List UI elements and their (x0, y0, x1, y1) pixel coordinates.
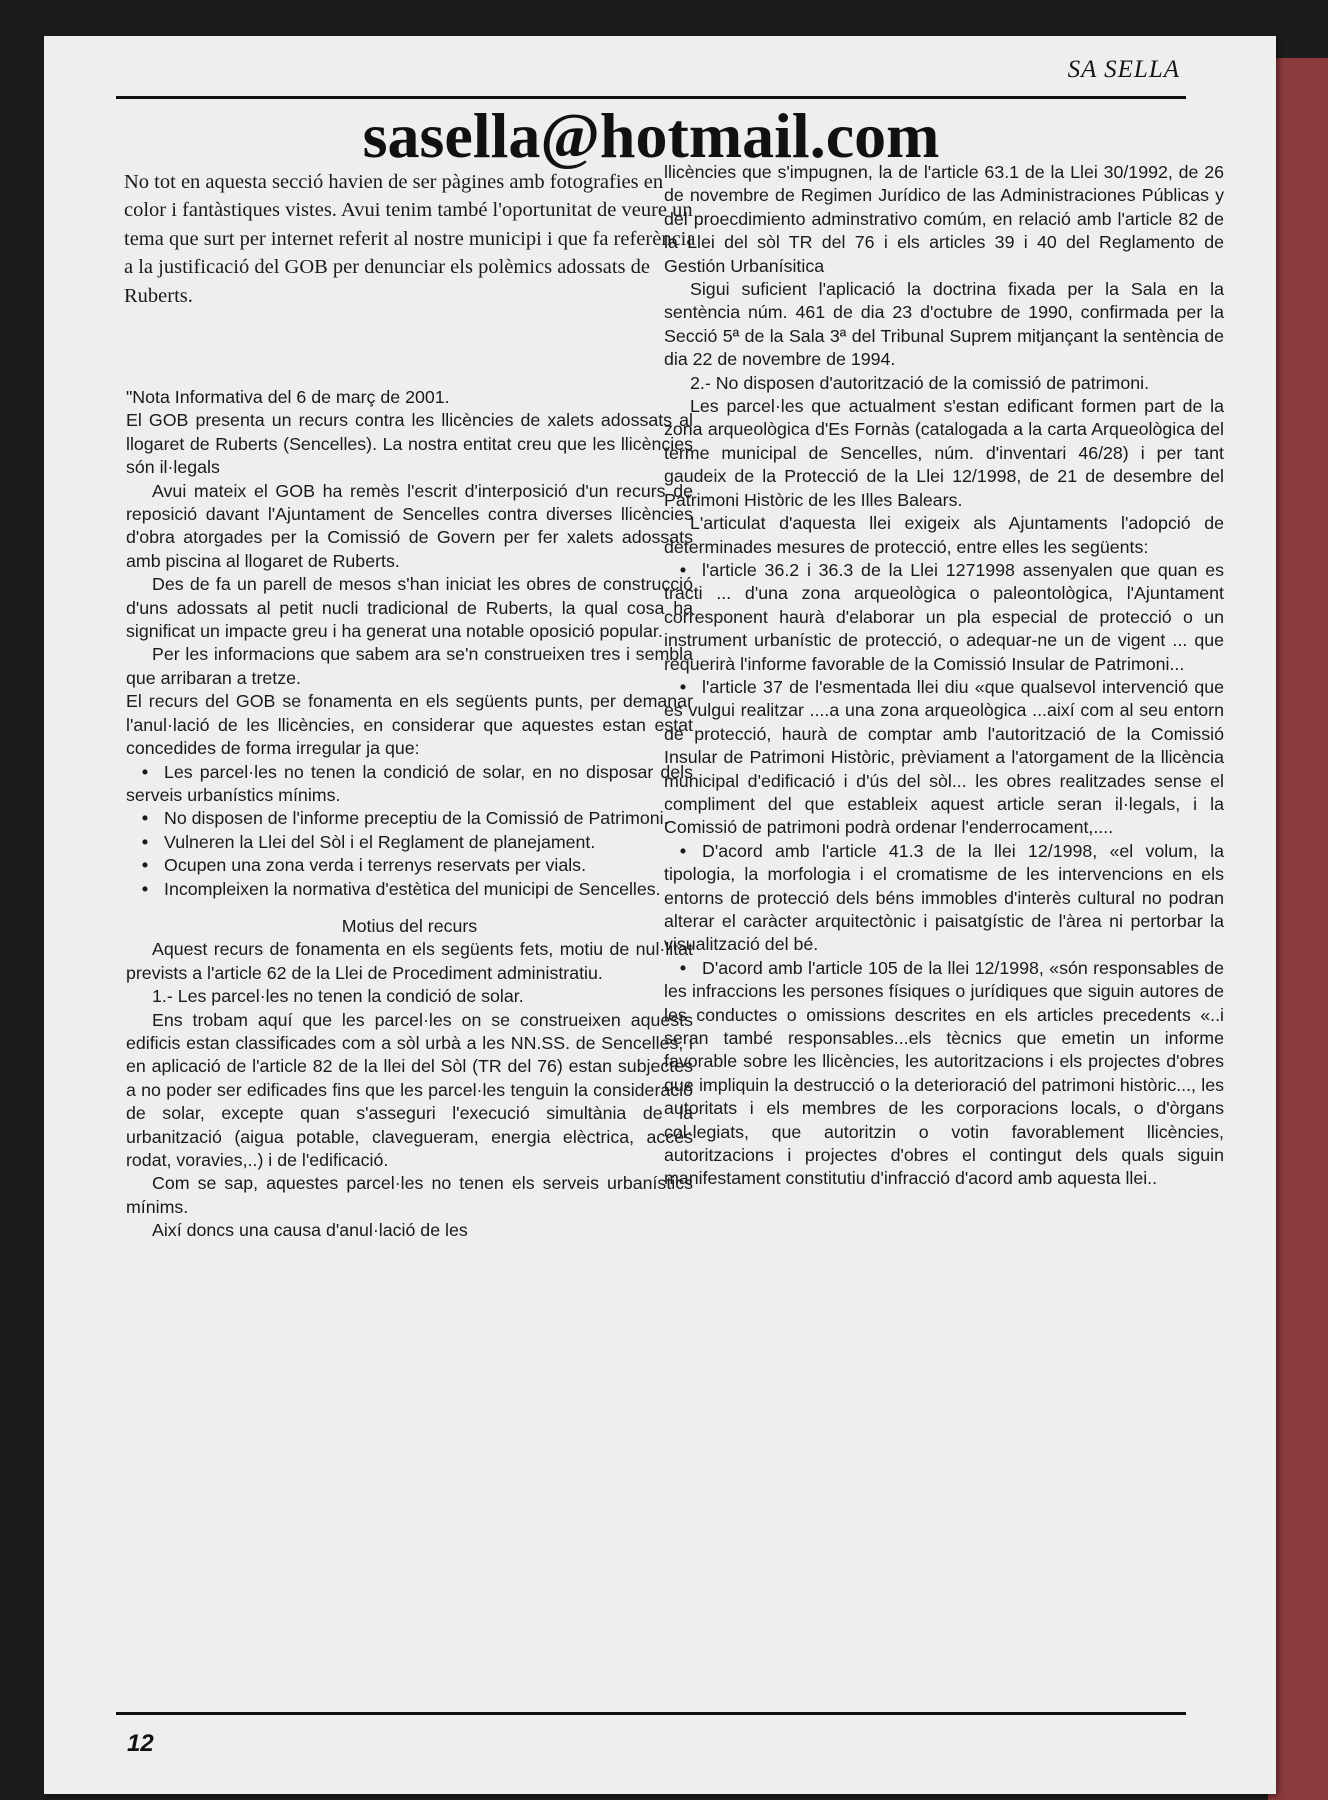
bullet-text: Vulneren la Llei del Sòl i el Reglament de planejament. (164, 831, 596, 852)
paragraph: Per les informacions que sabem ara se'n construeixen tres i sembla que arribaran a tretze. (126, 644, 693, 688)
bullet-icon: • (679, 676, 687, 697)
bullet-text: Incompleixen la normativa d'estètica del municipi de Sencelles. (164, 878, 661, 899)
paragraph: L'articulat d'aquesta llei exigeix als Ajuntaments l'adopció de determinades mesures de protecció, entre elles les següents: (664, 513, 1224, 557)
bullet-icon: • (141, 761, 149, 782)
bullet-item (664, 559, 1224, 676)
bullet-icon: • (141, 831, 149, 852)
bullet-text: No disposen de l'informe preceptiu de la Comissió de Patrimoni. (164, 808, 669, 829)
paragraph: El GOB presenta un recurs contra les llicències de xalets adossats al llogaret de Ruberts (Sencelles). La nostra entitat creu que les llicències són il·legals (126, 410, 693, 478)
bullet-text: D'acord amb l'article 105 de la llei 12/1998, «són responsables de les infraccions les persones físiques o jurídiques que siguin autores de les conductes o omissions descrites en els articles precedents «..i seran també responsables...els tècnics que emetin un informe favorable sobre les llicències, les autoritzacions i els projectes d'obres que impliquin la destrucció o la deterioració del patrimoni històric..., les autoritats i els membres de les corporacions locals, o d'òrgans col·legiats, que autoritzin o votin favorablement llicències, autoritzacions i projectes d'obres el contingut dels quals siguin manifestament constitutiu d'infracció d'acord amb aquesta llei.. (664, 957, 1224, 1189)
bullet-item (664, 957, 1224, 1191)
bullet-icon: • (141, 855, 149, 876)
bullet-text: l'article 36.2 i 36.3 de la Llei 1271998 assenyalen que quan es tracti ... d'una zona arqueològica o paleontològica, l'Ajuntament corresponent haurà d'elaborar un pla especial de protecció o un instrument urbanístic de protecció, o adequar-ne un de vigent ... que requerirà l'informe favorable de la Comissió Insular de Patrimoni... (664, 559, 1224, 674)
paragraph: Les parcel·les que actualment s'estan edificant formen part de la zona arqueològica d'Es Fornàs (catalogada a la carta Arqueològica del terme municipal de Sencelles, núm. d'inventari 46/28) i per tant gaudeix de la Protecció de la Llei 12/1998, de 21 de desembre del Patrimoni Històric de les Illes Balears. (664, 396, 1224, 510)
paragraph: llicències que s'impugnen, la de l'article 63.1 de la Llei 30/1992, de 26 de novembre de Regimen Jurídico de las Administraciones Públicas y del proecdimiento adminstrativo comúm, en relació amb l'article 82 de la Llei del sòl TR del 76 i els articles 39 i 40 del Reglamento de Gestión Urbanísitica (664, 162, 1224, 276)
paragraph: 2.- No disposen d'autorització de la comissió de patrimoni. (690, 372, 1150, 393)
article-title: sasella@hotmail.com (362, 100, 940, 171)
paragraph: Des de fa un parell de mesos s'han iniciat les obres de construcció d'uns adossats al petit nucli tradicional de Ruberts, la qual cosa ha significat un impacte greu i ha generat una notable oposició popular. (126, 574, 693, 642)
paragraph: "Nota Informativa del 6 de març de 2001. (126, 387, 450, 407)
bullet-item (126, 761, 693, 808)
bullet-item (126, 831, 693, 854)
section-subheading: Motius del recurs (341, 915, 478, 936)
paragraph: Així doncs una causa d'anul·lació de les (152, 1220, 468, 1241)
page-number: 12 (127, 1730, 154, 1757)
bullet-icon: • (679, 840, 687, 861)
paragraph: Aquest recurs de fonamenta en els següents fets, motiu de nul·litat prevists a l'article 62 de la Llei de Procediment administratiu. (126, 939, 693, 983)
bullet-icon: • (141, 878, 149, 899)
bullet-text: D'acord amb l'article 41.3 de la llei 12/1998, «el volum, la tipologia, la morfologia i el cromatisme de les intervencions en els entorns de protecció dels béns immobles d'interès cultural no podran alterar el caràcter arquitectònic i paisatgístic de l'àrea ni pertorbar la visualització del bé. (664, 840, 1224, 955)
bullet-icon: • (679, 957, 687, 978)
bullet-icon: • (141, 808, 149, 829)
adjacent-page-edge (1268, 58, 1328, 1800)
paragraph: Com se sap, aquestes parcel·les no tenen els serveis urbanístics mínims. (126, 1173, 693, 1217)
paragraph: El recurs del GOB se fonamenta en els següents punts, per demanar l'anul·lació de les llicències, en considerar que aquestes estan estat concedides de forma irregular ja que: (126, 691, 693, 759)
publication-header: SA SELLA (1067, 56, 1180, 83)
bullet-icon: • (679, 559, 687, 580)
bullet-text: l'article 37 de l'esmentada llei diu «que qualsevol intervenció que es vulgui realitzar ....a una zona arqueològica ...així com al seu entorn de protecció, haurà de comptar amb l'autorització de la Comissió Insular de Patrimoni Històric, prèviament a l'atorgament de la llicència municipal d'edificació i d'ús del sòl... les obres realitzades sense el compliment del que estableix aquest article seran il·legals, i la Comissió de patrimoni podrà ordenar l'enderrocament,.... (664, 676, 1224, 838)
paragraph: 1.- Les parcel·les no tenen la condició de solar. (152, 986, 524, 1007)
left-column (126, 386, 693, 1243)
paragraph: Avui mateix el GOB ha remès l'escrit d'interposició d'un recurs de reposició davant l'Ajuntament de Sencelles contra diverses llicències d'obra atorgades per la Comissió de Govern per fer xalets adossats amb piscina al llogaret de Ruberts. (126, 480, 693, 571)
bullet-item (126, 854, 693, 877)
magazine-page (44, 36, 1276, 1794)
bullet-text: Les parcel·les no tenen la condició de solar, en no disposar dels serveis urbanístics mínims. (126, 761, 693, 805)
right-column (664, 161, 1224, 1191)
bullet-item (664, 676, 1224, 840)
paragraph: Sigui suficient l'aplicació la doctrina fixada per la Sala en la sentència núm. 461 de dia 23 d'octubre de 1990, confirmada per la Secció 5ª de la Sala 3ª del Tribunal Suprem mitjançant la sentència de dia 22 de novembre de 1994. (664, 279, 1224, 370)
article-intro: No tot en aquesta secció havien de ser pàgines amb fotografies en color i fantàstiques vistes. Avui tenim també l'oportunitat de veure un tema que surt per internet referit al nostre municipi i que fa referència a la justificació del GOB per denunciar els polèmics adossats de Ruberts. (124, 171, 696, 307)
footer-rule (116, 1712, 1186, 1715)
bullet-item (126, 807, 693, 830)
bullet-item (664, 840, 1224, 957)
bullet-text: Ocupen una zona verda i terrenys reservats per vials. (164, 855, 587, 876)
paragraph: Ens trobam aquí que les parcel·les on se construeixen aquests edificis estan classificades com a sòl urbà a les NN.SS. de Sencelles, i en aplicació de l'article 82 de la llei del Sòl (TR del 76) estan subjectes a no poder ser edificades fins que les parcel·les tenguin la consideració de solar, excepte quan s'asseguri l'execució simultània de la urbanització (aigua potable, clavegueram, energia elèctrica, accés rodat, voravies,..) i de l'edificació. (126, 1009, 693, 1170)
bullet-item (126, 878, 693, 901)
